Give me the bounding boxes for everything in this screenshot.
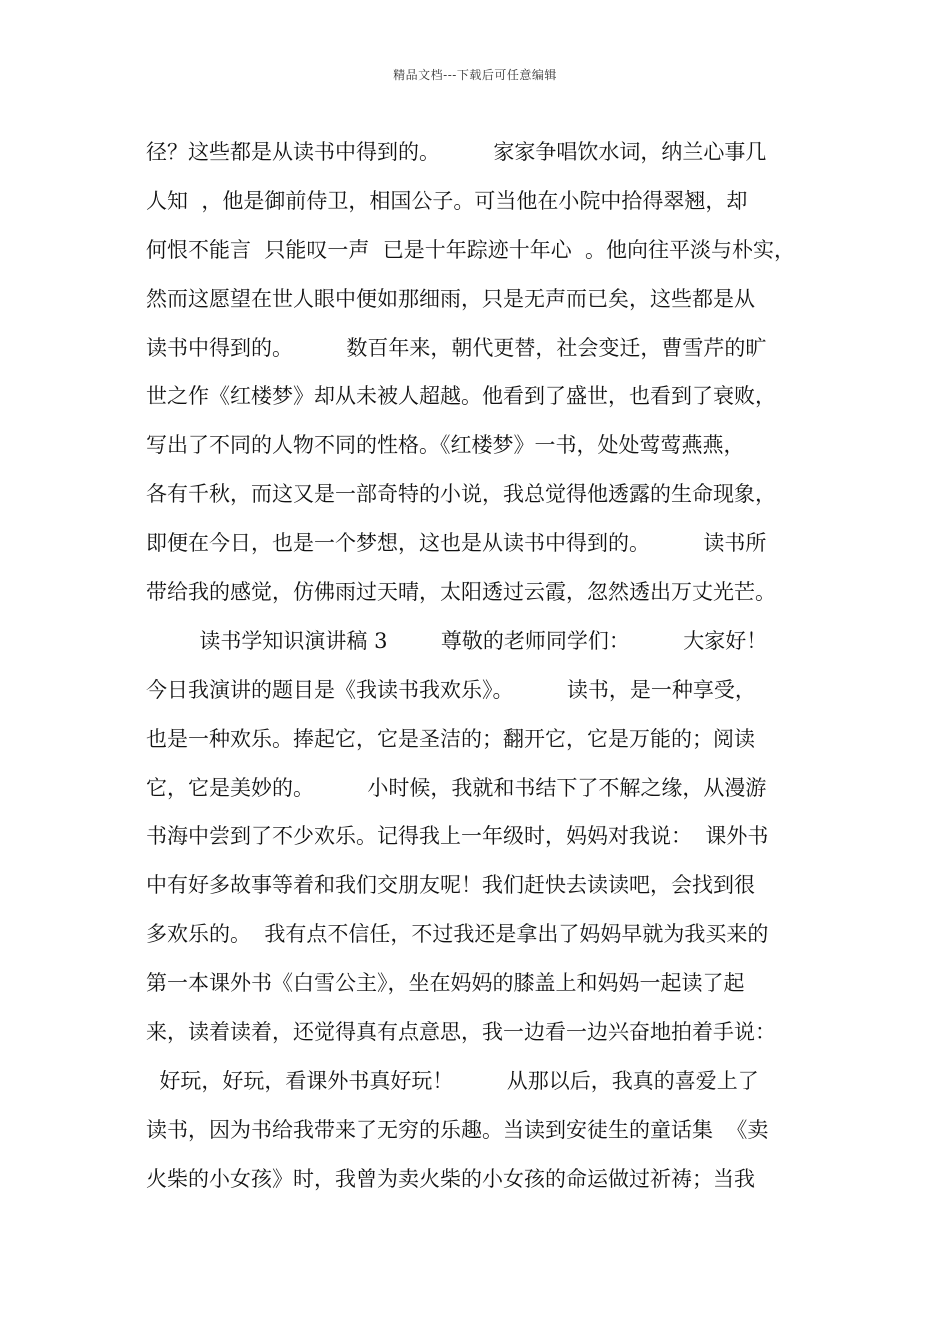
- text-line: 读书中得到的。 数百年来，朝代更替，社会变迁，曹雪芹的旷: [146, 335, 767, 360]
- text-line: 中有好多故事等着和我们交朋友呢！我们赶快去读读吧，会找到很: [146, 873, 755, 898]
- text-line: 书海中尝到了不少欢乐。记得我上一年级时，妈妈对我说： 课外书: [146, 824, 769, 849]
- text-line: 然而这愿望在世人眼中便如那细雨，只是无声而已矣，这些都是从: [146, 286, 755, 311]
- text-line: 读书，因为书给我带来了无穷的乐趣。当读到安徒生的童话集 《卖: [146, 1117, 769, 1142]
- text-line: 写出了不同的人物不同的性格。《红楼梦》一书，处处莺莺燕燕，: [146, 433, 745, 458]
- text-line: 人知 ，他是御前侍卫，相国公子。可当他在小院中拾得翠翘，却: [146, 188, 748, 213]
- text-line: 径？这些都是从读书中得到的。 家家争唱饮水词，纳兰心事几: [146, 140, 767, 164]
- text-line: 带给我的感觉，仿佛雨过天晴，太阳透过云霞，忽然透出万丈光芒。: [146, 580, 776, 605]
- text-line: 火柴的小女孩》时，我曾为卖火柴的小女孩的命运做过祈祷；当我: [146, 1166, 755, 1191]
- text-line: 也是一种欢乐。捧起它，它是圣洁的；翻开它，它是万能的；阅读: [146, 726, 755, 751]
- text-line: 它，它是美妙的。 小时候，我就和书结下了不解之缘，从漫游: [146, 775, 767, 800]
- text-line: 各有千秋，而这又是一部奇特的小说，我总觉得他透露的生命现象，: [146, 482, 776, 507]
- text-line: 何恨不能言 只能叹一声 已是十年踪迹十年心 。他向往平淡与朴实，: [146, 237, 796, 262]
- text-line: 世之作《红楼梦》却从未被人超越。他看到了盛世，也看到了衰败，: [146, 384, 776, 409]
- text-line: 好玩，好玩，看课外书真好玩！ 从那以后，我真的喜爱上了: [146, 1068, 759, 1093]
- section-heading-line: 读书学知识演讲稿 3 尊敬的老师同学们： 大家好！: [146, 628, 768, 653]
- text-line: 第一本课外书《白雪公主》，坐在妈妈的膝盖上和妈妈一起读了起: [146, 971, 745, 996]
- text-line: 多欢乐的。 我有点不信任，不过我还是拿出了妈妈早就为我买来的: [146, 922, 769, 947]
- text-line: 来，读着读着，还觉得真有点意思，我一边看一边兴奋地拍着手说：: [146, 1020, 776, 1045]
- document-body: [146, 132, 836, 1208]
- text-line: 即便在今日，也是一个梦想，这也是从读书中得到的。 读书所: [146, 531, 767, 556]
- page-header: 精品文档---下载后可任意编辑: [393, 68, 557, 82]
- text-line: 今日我演讲的题目是《我读书我欢乐》。 读书，是一种享受，: [146, 677, 756, 702]
